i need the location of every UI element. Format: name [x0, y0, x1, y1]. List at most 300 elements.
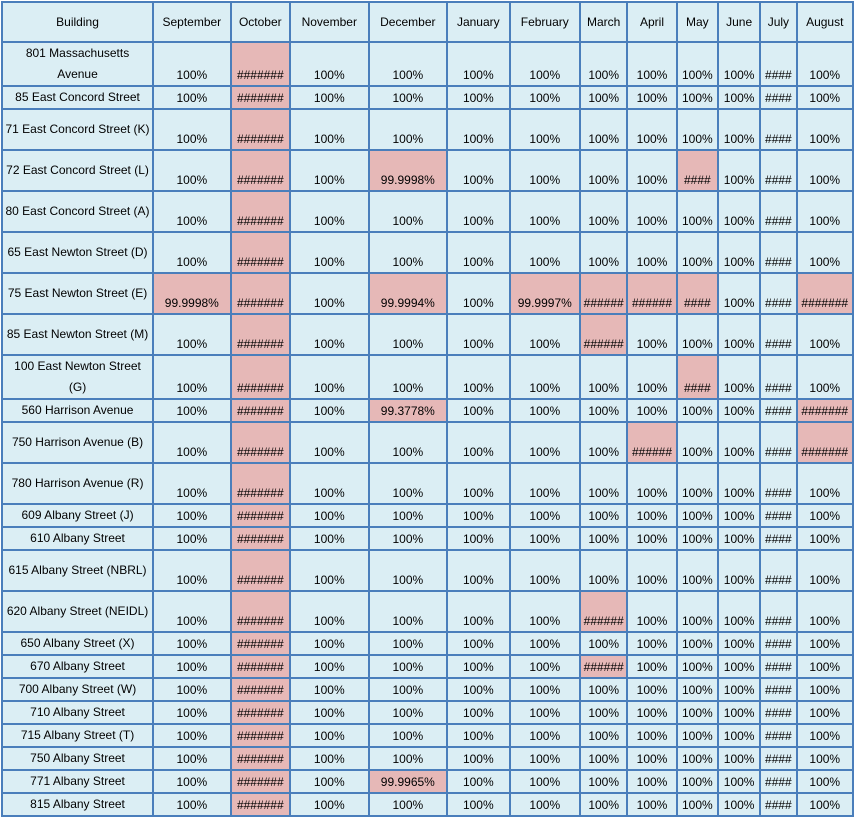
- value-cell-september: 100%: [153, 191, 231, 232]
- value-cell-june: 100%: [718, 191, 760, 232]
- column-header-june: June: [718, 2, 760, 42]
- value-cell-february: 100%: [510, 422, 580, 463]
- value-cell-october: #######: [231, 770, 290, 793]
- value-cell-september: 100%: [153, 527, 231, 550]
- value-cell-december: 100%: [369, 314, 448, 355]
- value-cell-august: 100%: [797, 770, 853, 793]
- table-row: [2, 273, 853, 314]
- value-cell-february: 100%: [510, 504, 580, 527]
- value-cell-december: 99.9994%: [369, 273, 448, 314]
- value-cell-may: 100%: [677, 191, 718, 232]
- value-cell-february: 100%: [510, 527, 580, 550]
- value-cell-december: 99.9998%: [369, 150, 448, 191]
- table-row: [2, 422, 853, 463]
- table-row: [2, 550, 853, 591]
- value-cell-february: 100%: [510, 232, 580, 273]
- value-cell-may: 100%: [677, 550, 718, 591]
- column-header-may: May: [677, 2, 718, 42]
- value-cell-january: 100%: [447, 632, 509, 655]
- value-cell-may: 100%: [677, 724, 718, 747]
- value-cell-february: 100%: [510, 655, 580, 678]
- value-cell-june: 100%: [718, 678, 760, 701]
- table-row: [2, 747, 853, 770]
- value-cell-june: 100%: [718, 86, 760, 109]
- value-cell-april: 100%: [627, 109, 676, 150]
- value-cell-april: 100%: [627, 527, 676, 550]
- value-cell-june: 100%: [718, 527, 760, 550]
- value-cell-january: 100%: [447, 314, 509, 355]
- value-cell-february: 100%: [510, 314, 580, 355]
- value-cell-march: 100%: [580, 504, 627, 527]
- value-cell-august: 100%: [797, 678, 853, 701]
- value-cell-august: 100%: [797, 463, 853, 504]
- value-cell-september: 100%: [153, 355, 231, 399]
- value-cell-may: 100%: [677, 504, 718, 527]
- value-cell-february: 100%: [510, 701, 580, 724]
- table-row: [2, 678, 853, 701]
- value-cell-august: 100%: [797, 550, 853, 591]
- building-name-cell: 71 East Concord Street (K): [2, 109, 153, 150]
- value-cell-december: 100%: [369, 591, 448, 632]
- value-cell-january: 100%: [447, 701, 509, 724]
- building-name-cell: 100 East Newton Street (G): [2, 355, 153, 399]
- building-name-cell: 650 Albany Street (X): [2, 632, 153, 655]
- building-name-cell: 710 Albany Street: [2, 701, 153, 724]
- building-name-cell: 72 East Concord Street (L): [2, 150, 153, 191]
- value-cell-december: 100%: [369, 232, 448, 273]
- value-cell-june: 100%: [718, 504, 760, 527]
- value-cell-march: 100%: [580, 109, 627, 150]
- value-cell-october: #######: [231, 314, 290, 355]
- value-cell-june: 100%: [718, 232, 760, 273]
- value-cell-april: 100%: [627, 770, 676, 793]
- value-cell-september: 100%: [153, 770, 231, 793]
- value-cell-december: 100%: [369, 793, 448, 816]
- column-header-december: December: [369, 2, 448, 42]
- value-cell-november: 100%: [290, 399, 369, 422]
- table-row: [2, 793, 853, 816]
- value-cell-june: 100%: [718, 314, 760, 355]
- building-name-cell: 85 East Concord Street: [2, 86, 153, 109]
- value-cell-march: 100%: [580, 632, 627, 655]
- value-cell-march: 100%: [580, 678, 627, 701]
- value-cell-may: ####: [677, 273, 718, 314]
- value-cell-october: #######: [231, 655, 290, 678]
- value-cell-august: 100%: [797, 655, 853, 678]
- value-cell-january: 100%: [447, 355, 509, 399]
- value-cell-april: 100%: [627, 793, 676, 816]
- value-cell-august: 100%: [797, 793, 853, 816]
- value-cell-march: 100%: [580, 550, 627, 591]
- value-cell-september: 100%: [153, 86, 231, 109]
- value-cell-july: ####: [760, 191, 796, 232]
- value-cell-november: 100%: [290, 86, 369, 109]
- column-header-april: April: [627, 2, 676, 42]
- column-header-september: September: [153, 2, 231, 42]
- value-cell-september: 100%: [153, 504, 231, 527]
- value-cell-november: 100%: [290, 793, 369, 816]
- value-cell-january: 100%: [447, 504, 509, 527]
- value-cell-december: 100%: [369, 632, 448, 655]
- value-cell-september: 100%: [153, 150, 231, 191]
- value-cell-june: 100%: [718, 747, 760, 770]
- value-cell-november: 100%: [290, 314, 369, 355]
- value-cell-august: 100%: [797, 632, 853, 655]
- value-cell-march: 100%: [580, 422, 627, 463]
- column-header-october: October: [231, 2, 290, 42]
- value-cell-september: 100%: [153, 463, 231, 504]
- value-cell-november: 100%: [290, 150, 369, 191]
- value-cell-april: 100%: [627, 355, 676, 399]
- value-cell-february: 100%: [510, 793, 580, 816]
- value-cell-june: 100%: [718, 109, 760, 150]
- value-cell-september: 100%: [153, 793, 231, 816]
- value-cell-february: 100%: [510, 191, 580, 232]
- value-cell-november: 100%: [290, 355, 369, 399]
- value-cell-april: 100%: [627, 724, 676, 747]
- value-cell-may: 100%: [677, 527, 718, 550]
- value-cell-july: ####: [760, 86, 796, 109]
- value-cell-march: 100%: [580, 232, 627, 273]
- value-cell-april: 100%: [627, 86, 676, 109]
- value-cell-january: 100%: [447, 273, 509, 314]
- building-name-cell: 670 Albany Street: [2, 655, 153, 678]
- building-name-cell: 815 Albany Street: [2, 793, 153, 816]
- table-row: [2, 527, 853, 550]
- value-cell-june: 100%: [718, 632, 760, 655]
- value-cell-june: 100%: [718, 463, 760, 504]
- value-cell-april: 100%: [627, 399, 676, 422]
- value-cell-october: #######: [231, 724, 290, 747]
- value-cell-november: 100%: [290, 591, 369, 632]
- value-cell-july: ####: [760, 109, 796, 150]
- value-cell-march: 100%: [580, 724, 627, 747]
- value-cell-june: 100%: [718, 655, 760, 678]
- value-cell-may: ####: [677, 355, 718, 399]
- value-cell-august: 100%: [797, 355, 853, 399]
- value-cell-may: 100%: [677, 770, 718, 793]
- value-cell-october: #######: [231, 355, 290, 399]
- value-cell-july: ####: [760, 232, 796, 273]
- value-cell-november: 100%: [290, 550, 369, 591]
- value-cell-march: 100%: [580, 150, 627, 191]
- value-cell-june: 100%: [718, 793, 760, 816]
- value-cell-may: 100%: [677, 655, 718, 678]
- building-name-cell: 615 Albany Street (NBRL): [2, 550, 153, 591]
- value-cell-february: 100%: [510, 747, 580, 770]
- value-cell-july: ####: [760, 355, 796, 399]
- value-cell-august: 100%: [797, 591, 853, 632]
- value-cell-november: 100%: [290, 191, 369, 232]
- building-name-cell: 85 East Newton Street (M): [2, 314, 153, 355]
- value-cell-august: #######: [797, 399, 853, 422]
- value-cell-june: 100%: [718, 273, 760, 314]
- building-name-cell: 75 East Newton Street (E): [2, 273, 153, 314]
- value-cell-october: #######: [231, 42, 290, 86]
- value-cell-september: 100%: [153, 701, 231, 724]
- value-cell-december: 100%: [369, 527, 448, 550]
- value-cell-january: 100%: [447, 109, 509, 150]
- value-cell-february: 100%: [510, 632, 580, 655]
- value-cell-january: 100%: [447, 747, 509, 770]
- value-cell-may: 100%: [677, 793, 718, 816]
- table-row: [2, 232, 853, 273]
- value-cell-october: #######: [231, 527, 290, 550]
- table-row: [2, 591, 853, 632]
- value-cell-november: 100%: [290, 701, 369, 724]
- value-cell-may: 100%: [677, 422, 718, 463]
- value-cell-december: 100%: [369, 747, 448, 770]
- value-cell-july: ####: [760, 422, 796, 463]
- value-cell-october: #######: [231, 399, 290, 422]
- value-cell-july: ####: [760, 770, 796, 793]
- value-cell-april: ######: [627, 422, 676, 463]
- value-cell-august: 100%: [797, 191, 853, 232]
- value-cell-april: 100%: [627, 232, 676, 273]
- value-cell-july: ####: [760, 527, 796, 550]
- value-cell-october: #######: [231, 191, 290, 232]
- column-header-august: August: [797, 2, 853, 42]
- value-cell-february: 100%: [510, 724, 580, 747]
- value-cell-february: 100%: [510, 591, 580, 632]
- value-cell-february: 100%: [510, 355, 580, 399]
- value-cell-june: 100%: [718, 770, 760, 793]
- value-cell-october: #######: [231, 232, 290, 273]
- value-cell-june: 100%: [718, 355, 760, 399]
- value-cell-october: #######: [231, 273, 290, 314]
- value-cell-march: 100%: [580, 701, 627, 724]
- value-cell-october: #######: [231, 793, 290, 816]
- value-cell-april: 100%: [627, 591, 676, 632]
- value-cell-october: #######: [231, 463, 290, 504]
- value-cell-october: #######: [231, 632, 290, 655]
- value-cell-september: 100%: [153, 632, 231, 655]
- value-cell-february: 100%: [510, 150, 580, 191]
- value-cell-august: 100%: [797, 527, 853, 550]
- value-cell-july: ####: [760, 399, 796, 422]
- value-cell-december: 100%: [369, 655, 448, 678]
- value-cell-january: 100%: [447, 191, 509, 232]
- value-cell-april: 100%: [627, 314, 676, 355]
- value-cell-september: 100%: [153, 591, 231, 632]
- value-cell-january: 100%: [447, 463, 509, 504]
- value-cell-december: 100%: [369, 678, 448, 701]
- value-cell-june: 100%: [718, 701, 760, 724]
- value-cell-august: 100%: [797, 314, 853, 355]
- value-cell-june: 100%: [718, 150, 760, 191]
- table-row: [2, 655, 853, 678]
- building-name-cell: 620 Albany Street (NEIDL): [2, 591, 153, 632]
- value-cell-september: 100%: [153, 747, 231, 770]
- table-row: [2, 701, 853, 724]
- table-row: [2, 42, 853, 86]
- value-cell-january: 100%: [447, 724, 509, 747]
- value-cell-september: 100%: [153, 724, 231, 747]
- value-cell-august: 100%: [797, 109, 853, 150]
- value-cell-march: 100%: [580, 463, 627, 504]
- value-cell-november: 100%: [290, 724, 369, 747]
- value-cell-july: ####: [760, 793, 796, 816]
- value-cell-july: ####: [760, 632, 796, 655]
- value-cell-november: 100%: [290, 678, 369, 701]
- value-cell-march: ######: [580, 655, 627, 678]
- value-cell-june: 100%: [718, 42, 760, 86]
- value-cell-january: 100%: [447, 527, 509, 550]
- value-cell-july: ####: [760, 42, 796, 86]
- value-cell-december: 100%: [369, 422, 448, 463]
- building-name-cell: 715 Albany Street (T): [2, 724, 153, 747]
- value-cell-january: 100%: [447, 399, 509, 422]
- value-cell-september: 100%: [153, 550, 231, 591]
- value-cell-july: ####: [760, 463, 796, 504]
- building-name-cell: 560 Harrison Avenue: [2, 399, 153, 422]
- value-cell-october: #######: [231, 747, 290, 770]
- value-cell-april: 100%: [627, 747, 676, 770]
- value-cell-january: 100%: [447, 232, 509, 273]
- value-cell-june: 100%: [718, 591, 760, 632]
- value-cell-september: 100%: [153, 109, 231, 150]
- value-cell-april: 100%: [627, 42, 676, 86]
- value-cell-july: ####: [760, 273, 796, 314]
- value-cell-january: 100%: [447, 591, 509, 632]
- building-name-cell: 610 Albany Street: [2, 527, 153, 550]
- value-cell-july: ####: [760, 747, 796, 770]
- value-cell-november: 100%: [290, 632, 369, 655]
- value-cell-december: 100%: [369, 550, 448, 591]
- value-cell-august: 100%: [797, 504, 853, 527]
- value-cell-september: 100%: [153, 42, 231, 86]
- column-header-november: November: [290, 2, 369, 42]
- value-cell-july: ####: [760, 701, 796, 724]
- value-cell-february: 100%: [510, 770, 580, 793]
- column-header-building: Building: [2, 2, 153, 42]
- value-cell-march: 100%: [580, 747, 627, 770]
- table-row: [2, 355, 853, 399]
- value-cell-october: #######: [231, 504, 290, 527]
- value-cell-march: 100%: [580, 527, 627, 550]
- value-cell-april: 100%: [627, 632, 676, 655]
- value-cell-february: 100%: [510, 678, 580, 701]
- building-name-cell: 801 Massachusetts Avenue: [2, 42, 153, 86]
- value-cell-october: #######: [231, 550, 290, 591]
- value-cell-may: 100%: [677, 86, 718, 109]
- column-header-march: March: [580, 2, 627, 42]
- value-cell-may: 100%: [677, 591, 718, 632]
- value-cell-december: 100%: [369, 42, 448, 86]
- value-cell-august: #######: [797, 273, 853, 314]
- value-cell-december: 100%: [369, 355, 448, 399]
- value-cell-march: 100%: [580, 399, 627, 422]
- value-cell-september: 100%: [153, 399, 231, 422]
- value-cell-january: 100%: [447, 655, 509, 678]
- value-cell-november: 100%: [290, 747, 369, 770]
- value-cell-november: 100%: [290, 109, 369, 150]
- value-cell-january: 100%: [447, 86, 509, 109]
- table-row: [2, 109, 853, 150]
- table-row: [2, 724, 853, 747]
- value-cell-october: #######: [231, 591, 290, 632]
- value-cell-april: ######: [627, 273, 676, 314]
- value-cell-december: 100%: [369, 701, 448, 724]
- value-cell-november: 100%: [290, 770, 369, 793]
- value-cell-july: ####: [760, 550, 796, 591]
- building-name-cell: 80 East Concord Street (A): [2, 191, 153, 232]
- value-cell-july: ####: [760, 655, 796, 678]
- table-row: [2, 399, 853, 422]
- value-cell-august: 100%: [797, 150, 853, 191]
- value-cell-september: 100%: [153, 655, 231, 678]
- value-cell-may: 100%: [677, 678, 718, 701]
- value-cell-january: 100%: [447, 770, 509, 793]
- value-cell-march: 100%: [580, 86, 627, 109]
- table-row: [2, 86, 853, 109]
- value-cell-september: 99.9998%: [153, 273, 231, 314]
- value-cell-may: 100%: [677, 399, 718, 422]
- value-cell-may: 100%: [677, 314, 718, 355]
- value-cell-february: 100%: [510, 463, 580, 504]
- value-cell-july: ####: [760, 678, 796, 701]
- value-cell-march: ######: [580, 273, 627, 314]
- value-cell-november: 100%: [290, 527, 369, 550]
- value-cell-april: 100%: [627, 191, 676, 232]
- value-cell-december: 100%: [369, 504, 448, 527]
- value-cell-january: 100%: [447, 793, 509, 816]
- value-cell-may: 100%: [677, 463, 718, 504]
- value-cell-may: 100%: [677, 747, 718, 770]
- value-cell-december: 100%: [369, 191, 448, 232]
- value-cell-december: 100%: [369, 724, 448, 747]
- value-cell-march: 100%: [580, 770, 627, 793]
- column-header-january: January: [447, 2, 509, 42]
- value-cell-december: 99.3778%: [369, 399, 448, 422]
- value-cell-april: 100%: [627, 550, 676, 591]
- value-cell-august: 100%: [797, 747, 853, 770]
- value-cell-september: 100%: [153, 314, 231, 355]
- column-header-february: February: [510, 2, 580, 42]
- uptime-table: [1, 1, 854, 817]
- value-cell-november: 100%: [290, 655, 369, 678]
- value-cell-february: 100%: [510, 109, 580, 150]
- value-cell-april: 100%: [627, 504, 676, 527]
- building-name-cell: 65 East Newton Street (D): [2, 232, 153, 273]
- value-cell-february: 100%: [510, 42, 580, 86]
- value-cell-april: 100%: [627, 678, 676, 701]
- value-cell-november: 100%: [290, 42, 369, 86]
- value-cell-march: ######: [580, 591, 627, 632]
- value-cell-october: #######: [231, 422, 290, 463]
- value-cell-october: #######: [231, 150, 290, 191]
- value-cell-may: ####: [677, 150, 718, 191]
- value-cell-may: 100%: [677, 701, 718, 724]
- value-cell-july: ####: [760, 724, 796, 747]
- value-cell-march: 100%: [580, 793, 627, 816]
- value-cell-june: 100%: [718, 550, 760, 591]
- value-cell-october: #######: [231, 701, 290, 724]
- value-cell-august: 100%: [797, 232, 853, 273]
- value-cell-november: 100%: [290, 504, 369, 527]
- value-cell-february: 99.9997%: [510, 273, 580, 314]
- value-cell-january: 100%: [447, 150, 509, 191]
- value-cell-march: 100%: [580, 42, 627, 86]
- value-cell-november: 100%: [290, 273, 369, 314]
- building-name-cell: 750 Albany Street: [2, 747, 153, 770]
- value-cell-september: 100%: [153, 422, 231, 463]
- value-cell-november: 100%: [290, 232, 369, 273]
- value-cell-february: 100%: [510, 550, 580, 591]
- value-cell-december: 99.9965%: [369, 770, 448, 793]
- value-cell-august: 100%: [797, 42, 853, 86]
- value-cell-february: 100%: [510, 399, 580, 422]
